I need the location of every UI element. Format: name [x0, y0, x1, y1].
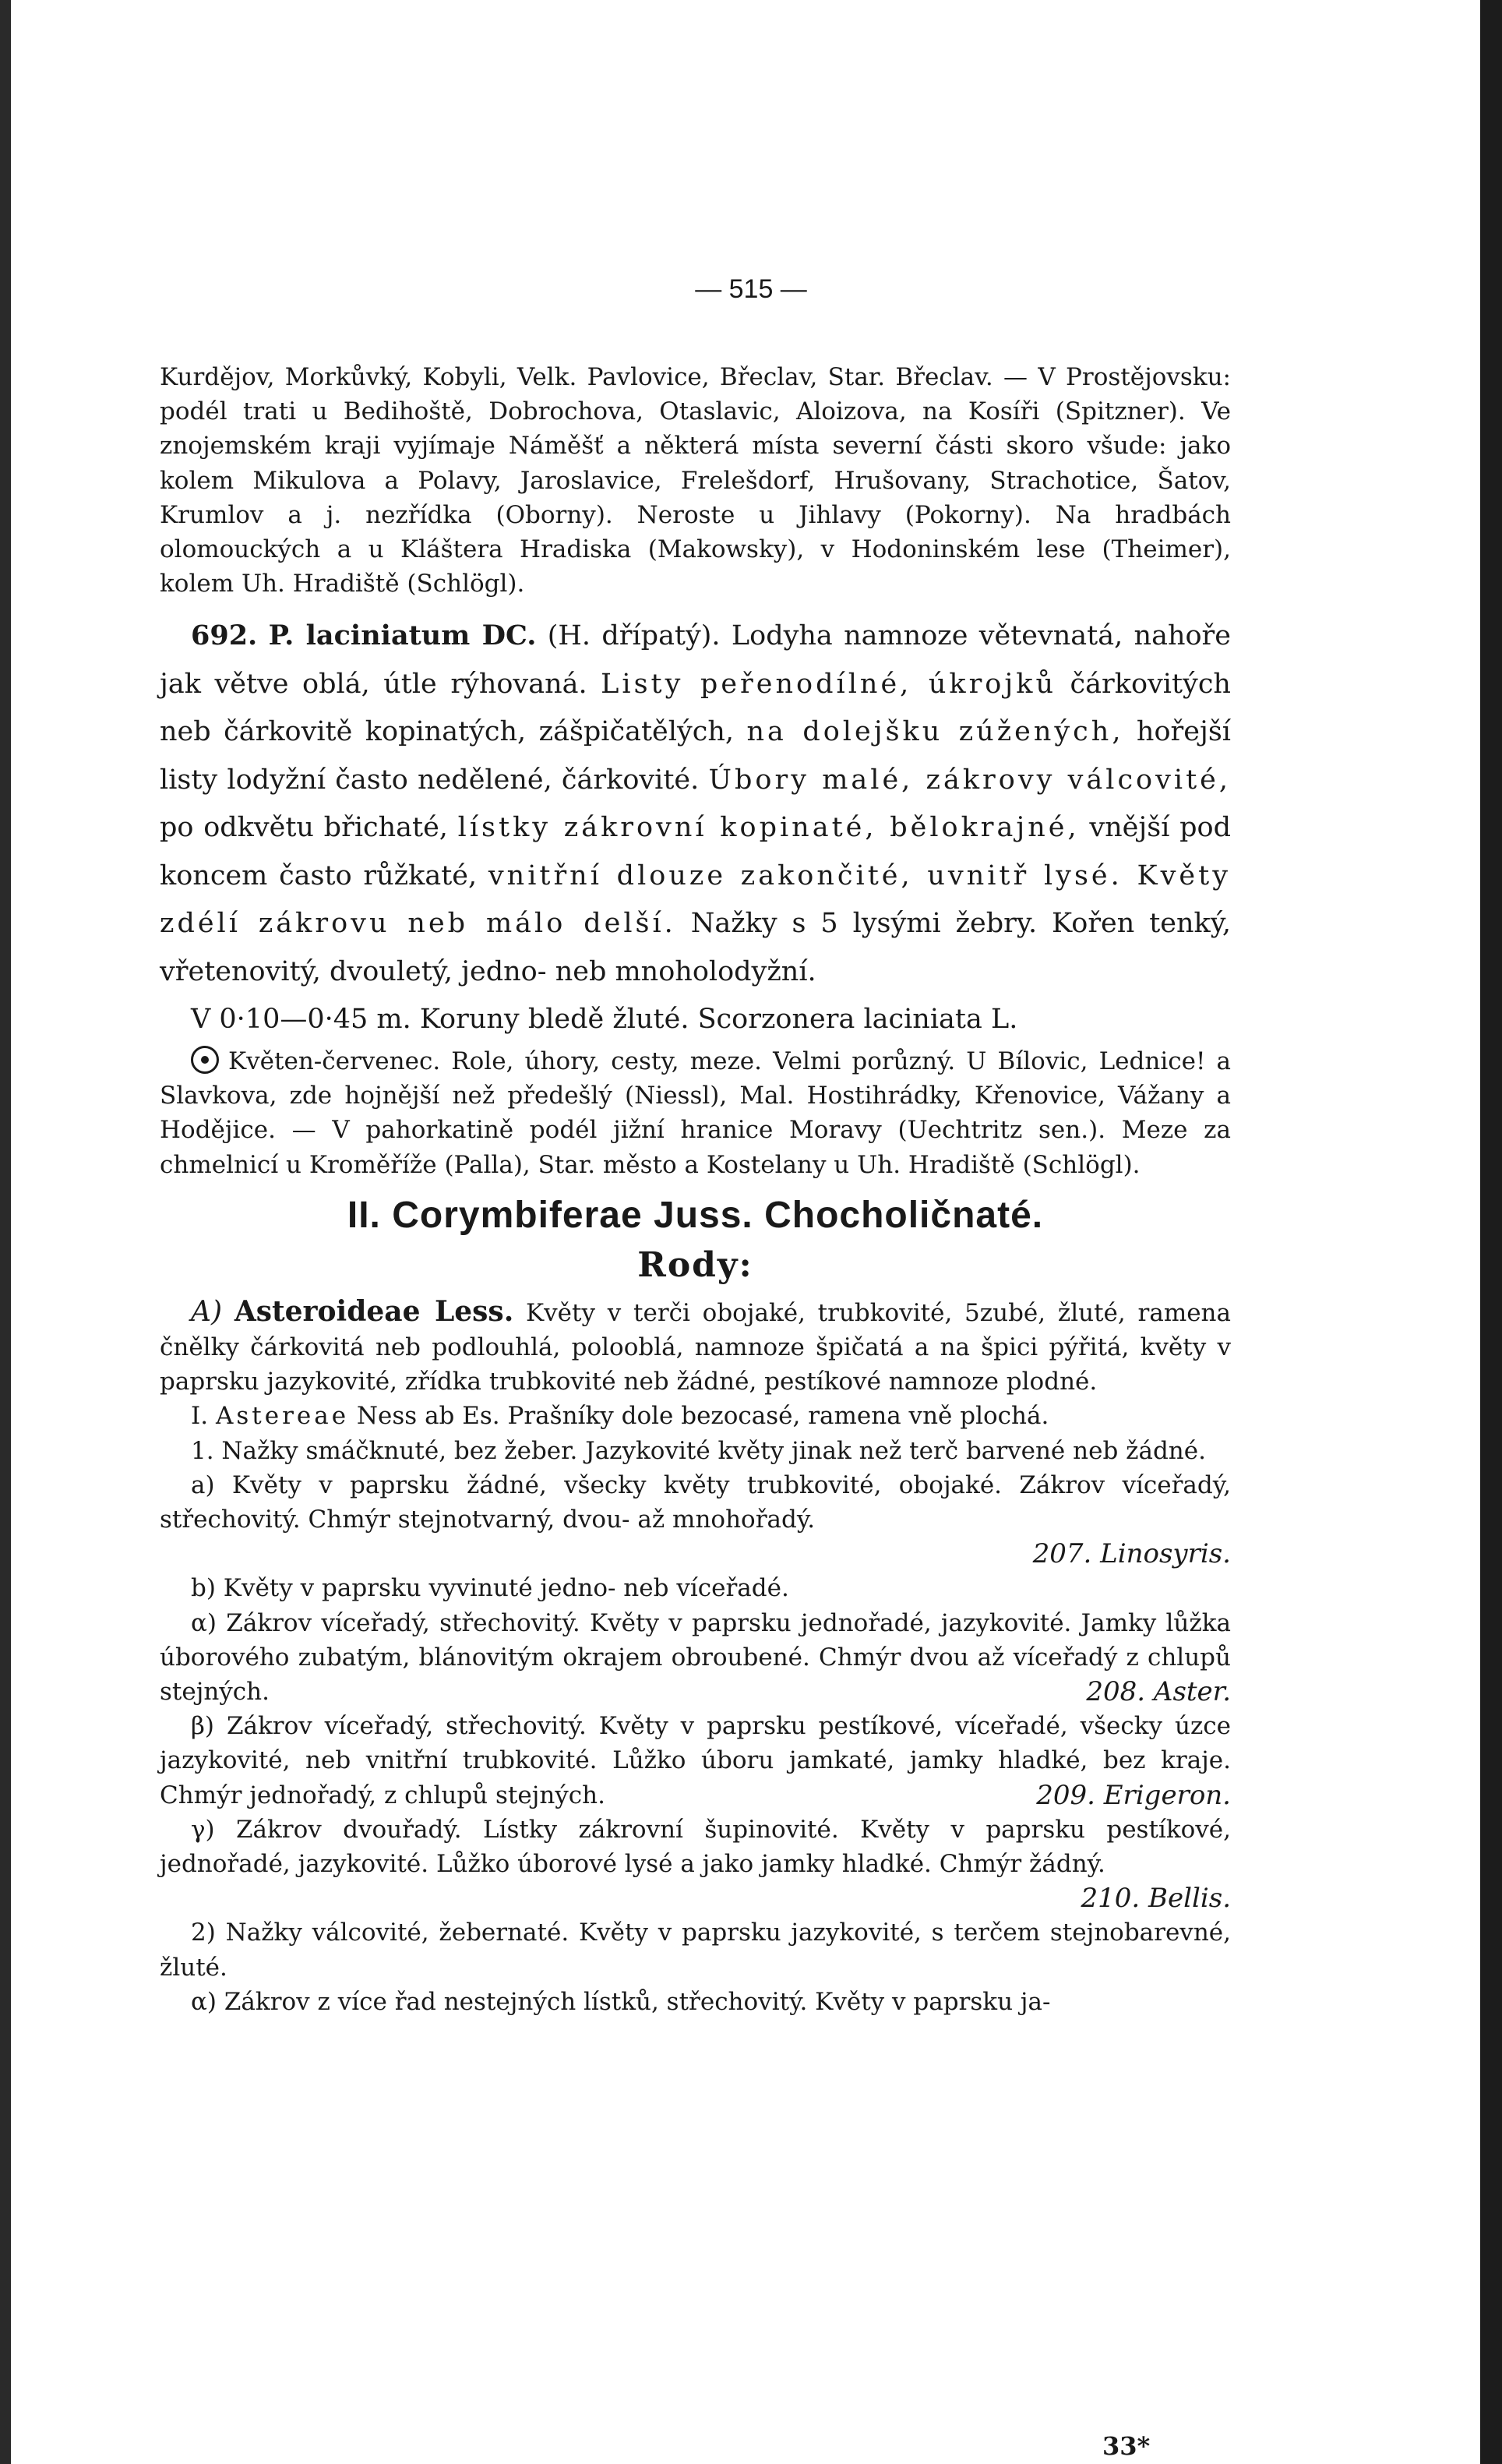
species-text: hořejší listy lodyžní často nedělené, čárkovité. [160, 716, 1231, 796]
genera-heading: Rody: [637, 1244, 753, 1285]
genus-name: 207. Linosyris. [1032, 1538, 1231, 1570]
key-item: 1. Nažky smáčknuté, bez žeber. Jazykovité květy jinak než terč barvené neb žádné. [191, 1436, 1206, 1465]
page-number: — 515 — [695, 274, 807, 304]
species-number: 692. [191, 620, 258, 652]
species-czech-name: (H. dřípatý). [547, 620, 721, 652]
species-text: Lodyha namnoze větevnatá, nahoře jak větve oblá, útle rýhovaná. [160, 620, 1231, 700]
genus-name: 208. Aster. [1086, 1675, 1231, 1707]
subfamily-name: Asteroideae Less. [234, 1294, 514, 1328]
species-text: Nažky s 5 lysými žebry. Kořen tenký, vřetenovitý, dvouletý, jedno- neb mnoholodyžní. [160, 908, 1231, 987]
species-text: čárkovitých neb čárkovitě kopinatých, zášpičatělých, [160, 668, 1231, 748]
species-text: na dolejšku zúžených, [746, 716, 1124, 748]
key-item: α) Zákrov z více řad nestejných lístků, střechovitý. Květy v paprsku ja- [191, 1987, 1051, 2016]
species-description [160, 612, 1231, 1044]
species-text: V 0·10—0·45 m. Koruny bledě žluté. Scorzonera laciniata L. [191, 1004, 1018, 1036]
subfamily-paragraph: A) Asteroideae Less. Květy v terči obojaké, trubkovité, 5zubé, žluté, ramena čnělky čárkovitá neb podlouhlá, polooblá, namnoze špičatá a na špici pýřitá, květy v paprsku jazykovité, zřídka trubkovité neb žádné, pestíkové namnoze plodné. [160, 1294, 1232, 1396]
key-item: α) Zákrov víceřadý, střechovitý. Květy v paprsku jednořadé, jazykovité. Jamky lůžka úborového zubatým, blánovitým okrajem obroubené. Chmýr dvou až víceřadý z chlupů stejných. 208. Aster. [160, 1606, 1231, 1710]
genus-name: 210. Bellis. [1081, 1883, 1231, 1915]
species-text: Úbory malé, zákrovy válcovité, [708, 764, 1231, 796]
species-text: vnitřní dlouze zakončité, uvnitř lysé. Květy zdélí zákrovu neb málo delší. [160, 860, 1231, 940]
key-item: β) Zákrov víceřadý, střechovitý. Květy v paprsku pestíkové, víceřadé, všecky úzce jazykovité, neb vnitřní trubkovité. Lůžko úboru jamkaté, jamky hladké, bez kraje. Chmýr jednořadý, z chlupů stejných. 209. Erigeron. [160, 1709, 1231, 1813]
family-title: II. Corymbiferae Juss. Chocholičnaté. [347, 1194, 1044, 1236]
key-item: b) Květy v paprsku vyvinuté jedno- neb víceřadé. [191, 1574, 789, 1603]
species-name: P. laciniatum DC. [268, 620, 537, 652]
scan-border-right [1480, 0, 1502, 2464]
genus-name: 209. Erigeron. [1036, 1779, 1231, 1811]
species-text: Listy peřenodílné, úkrojků [601, 668, 1056, 700]
species-text: vnější pod koncem často růžkaté, [160, 812, 1231, 891]
distribution-paragraph-1: Kurdějov, Morkůvký, Kobyli, Velk. Pavlovice, Břeclav, Star. Břeclav. — V Prostějovsku: podél trati u Bedihoště, Dobrochova, Otaslavic, Aloizova, na Kosíři (Spitzner). Ve znojemském kraji vyjímaje Náměšť a některá místa severní části skoro všude: jako kolem Mikulova a Polavy, Jaroslavice, Frelešdorf, Hrušovany, Strachotice, Šatov, Krumlov a j. nezřídka (Oborny). Neroste u Jihlavy (Pokorny). Na hradbách olomouckých a u Kláštera Hradiska (Makowsky), v Hodoninském lese (Theimer), kolem Uh. Hradiště (Schlögl). [160, 363, 1231, 598]
signature-mark: 33* [1102, 2431, 1151, 2461]
distribution-paragraph-2: Květen-červenec. Role, úhory, cesty, meze. Velmi porůzný. U Bílovic, Lednice! a Slavkova, zde hojnější než předešlý (Niessl), Mal. Hostihrádky, Křenovice, Vážany a Hodějice. — V pahorkatině podél jižní hranice Moravy (Uechtritz sen.). Meze za chmelnicí u Kroměříže (Palla), Star. město a Kostelany u Uh. Hradiště (Schlögl). [160, 1047, 1231, 1179]
key-item: 2) Nažky válcovité, žebernaté. Květy v paprsku jazykovité, s terčem stejnobarevné, žluté. [160, 1919, 1231, 1982]
species-text: lístky zákrovní kopinaté, bělokrajné, [457, 812, 1080, 844]
key-item: γ) Zákrov dvouřadý. Lístky zákrovní šupinovité. Květy v paprsku pestíkové, jednořadé, jazykovité. Lůžko úborové lysé a jako jamky hladké. Chmýr žádný. 210. Bellis. [160, 1813, 1231, 1916]
species-text: po odkvětu břichaté, [160, 812, 448, 844]
page-body [160, 360, 1231, 2019]
biennial-symbol-icon [191, 1046, 219, 1074]
key-tribe: I. Astereae Ness ab Es. Prašníky dole bezocasé, ramena vně plochá. [191, 1402, 1049, 1431]
scan-border-left [0, 0, 11, 2464]
key-item: a) Květy v paprsku žádné, všecky květy trubkovité, obojaké. Zákrov víceřadý, střechovitý. Chmýr stejnotvarný, dvou- až mnohořadý. [160, 1470, 1231, 1534]
